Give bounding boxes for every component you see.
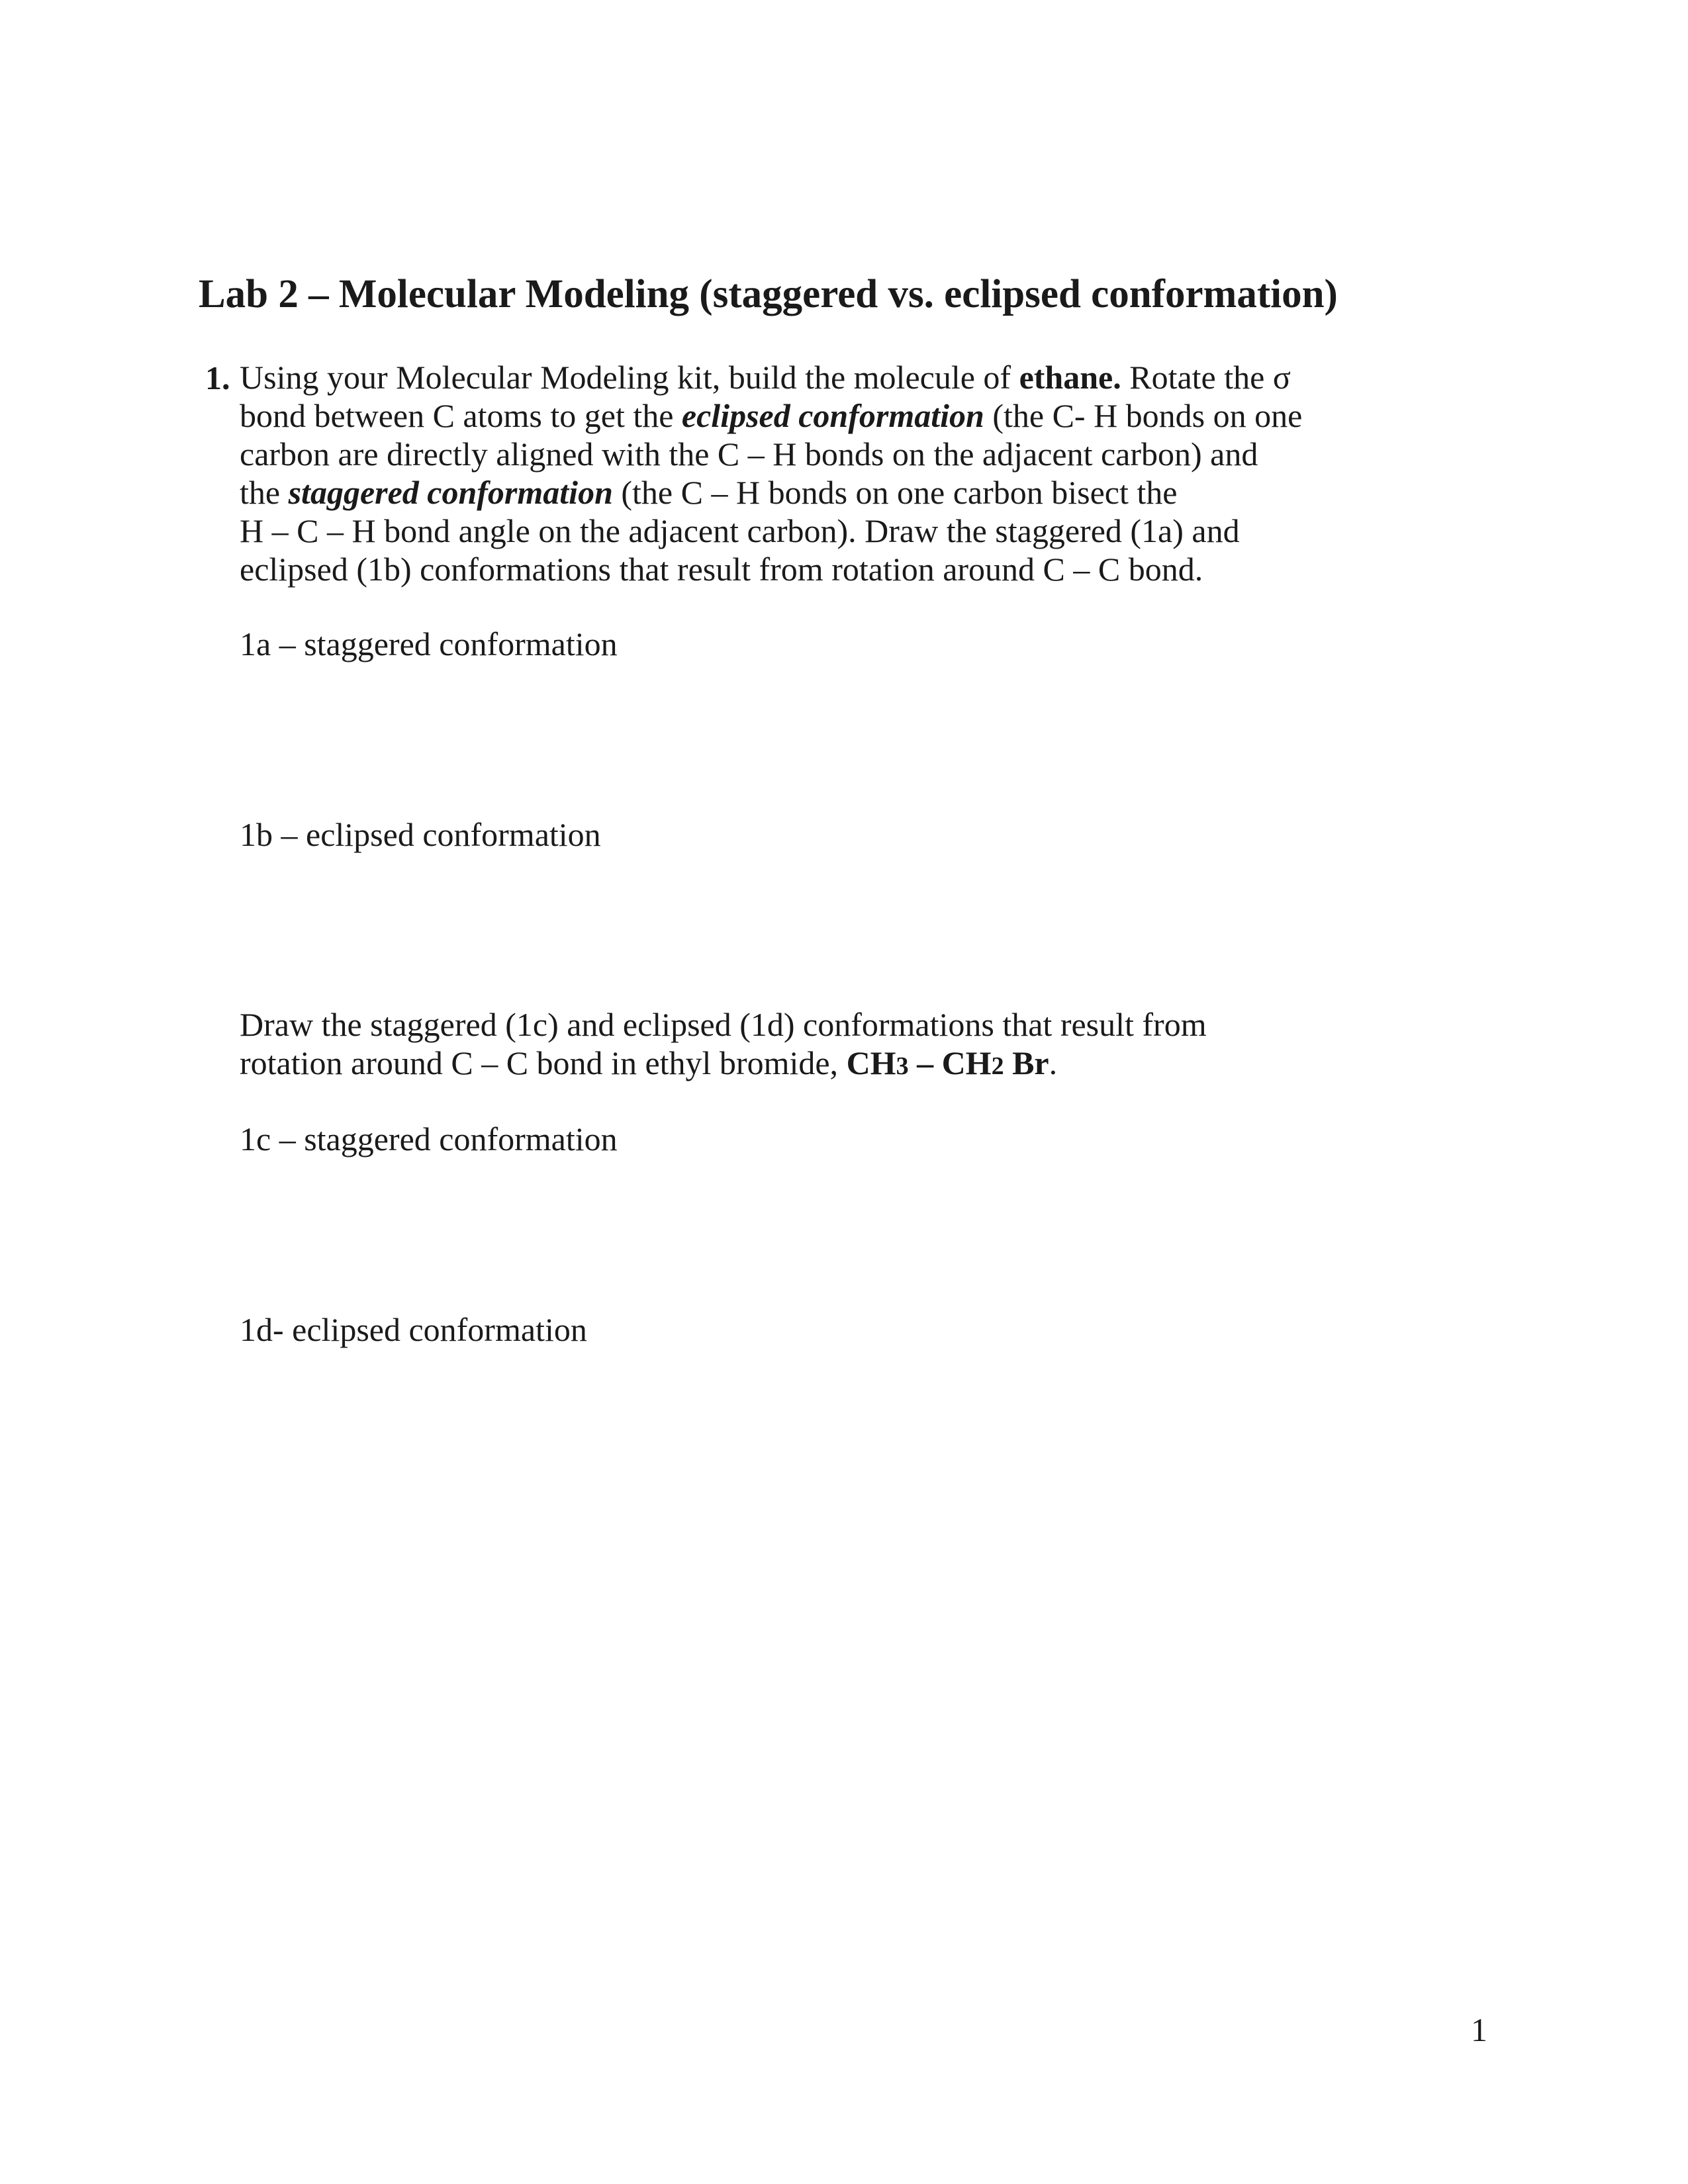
- page-number: 1: [1471, 2011, 1487, 2048]
- staggered-term: staggered conformation: [288, 474, 613, 511]
- ethyl-bromide-formula: CH3 – CH2 Br: [846, 1044, 1049, 1081]
- label-1b: 1b – eclipsed conformation: [240, 816, 601, 853]
- eclipsed-term: eclipsed conformation: [681, 397, 984, 434]
- q1-line-3: carbon are directly aligned with the C – H bonds on the adjacent carbon) and: [240, 435, 1258, 473]
- label-1d: 1d- eclipsed conformation: [240, 1311, 587, 1348]
- question-1-text: [240, 358, 1302, 588]
- page-title: Lab 2 – Molecular Modeling (staggered vs. eclipsed conformation): [199, 272, 1338, 316]
- q1-line-5: H – C – H bond angle on the adjacent carbon). Draw the staggered (1a) and: [240, 512, 1240, 549]
- ethane-term: ethane.: [1019, 359, 1121, 396]
- q1-line-4: the staggered conformation (the C – H bonds on one carbon bisect the: [240, 474, 1178, 511]
- instr2-line-2: rotation around C – C bond in ethyl bromide, CH3 – CH2 Br.: [240, 1044, 1058, 1081]
- label-1c: 1c – staggered conformation: [240, 1120, 618, 1158]
- q1-line-1: Using your Molecular Modeling kit, build the molecule of ethane. Rotate the σ: [240, 359, 1291, 396]
- q1-line-2: bond between C atoms to get the eclipsed conformation (the C- H bonds on one: [240, 397, 1303, 434]
- q1-line-6: eclipsed (1b) conformations that result from rotation around C – C bond.: [240, 551, 1203, 588]
- question-number: 1.: [205, 359, 230, 396]
- instruction-2-text: [240, 1005, 1207, 1082]
- instr2-line-1: Draw the staggered (1c) and eclipsed (1d) conformations that result from: [240, 1006, 1207, 1043]
- label-1a: 1a – staggered conformation: [240, 625, 618, 662]
